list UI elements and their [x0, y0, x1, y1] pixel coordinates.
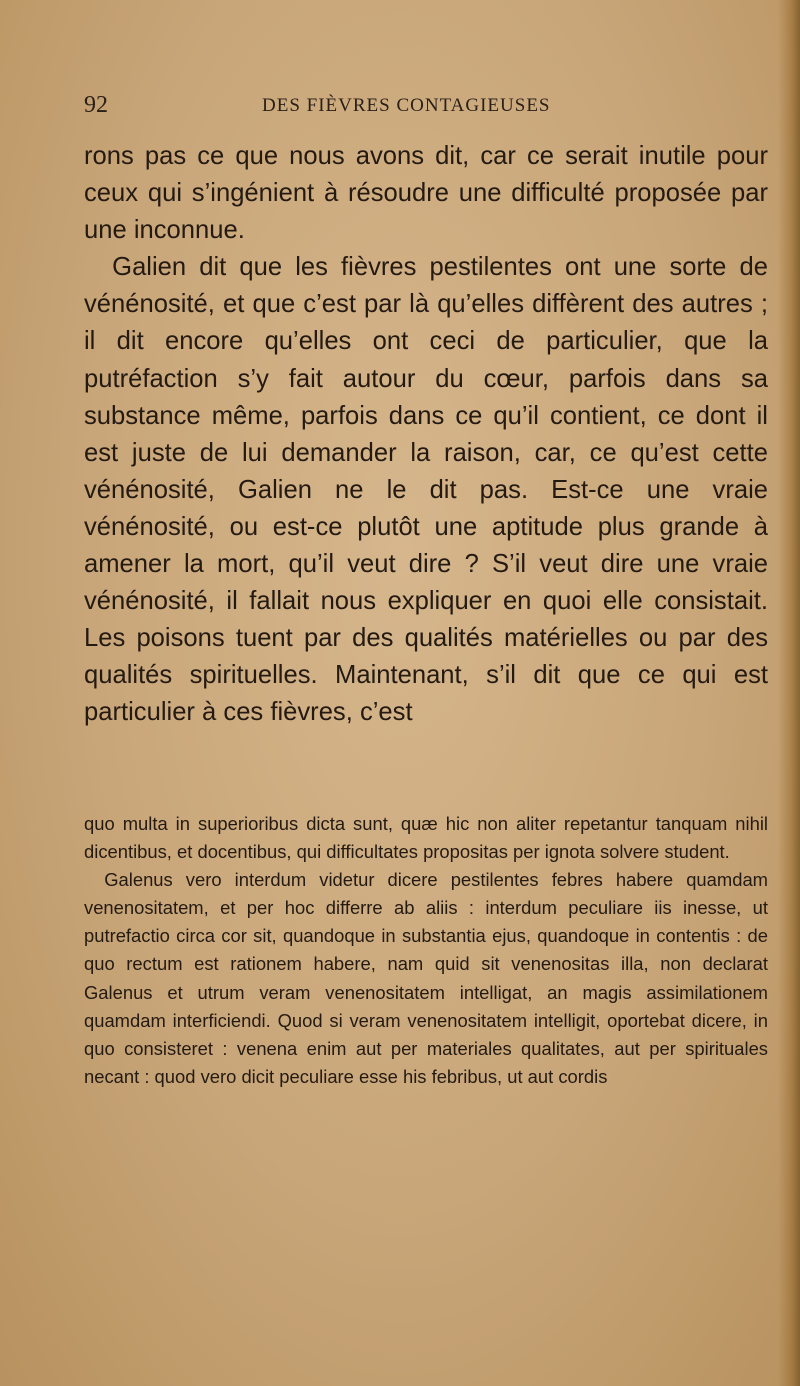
latin-paragraph-2: Galenus vero interdum videtur dicere pestilentes febres habere quamdam venenositatem, et per hoc differre ab aliis : interdum peculiare iis inesse, ut putrefactio circa cor sit, quandoque in substantia ejus, quandoque in contentis : de quo rectum est rationem habere, nam quid sit venenositas illa, non declarat Galenus et utrum veram venenositatem intelligat, an magis assimilationem quamdam interficiendi. Quod si veram venenositatem intelligit, oportebat dicere, in quo consisteret : venena enim aut per materiales qualitates, aut per spirituales necant : quod vero dicit peculiare esse his febribus, ut aut cordis	[84, 869, 768, 1087]
french-text-block	[84, 138, 768, 732]
page-number: 92	[84, 92, 108, 118]
page-header	[84, 92, 764, 122]
latin-text-block	[84, 810, 768, 1091]
french-paragraph-1: rons pas ce que nous avons dit, car ce serait inutile pour ceux qui s’ingénient à résoudre une difficulté proposée par une inconnue.	[84, 142, 768, 245]
latin-paragraph-1: quo multa in superioribus dicta sunt, quæ hic non aliter repetantur tanquam nihil dicentibus, et docentibus, qui difficultates propositas per ignota solvere student.	[84, 813, 768, 863]
page-edge-shadow	[778, 0, 800, 1386]
running-head: DES FIÈVRES CONTAGIEUSES	[262, 95, 551, 116]
french-paragraph-2: Galien dit que les fièvres pestilentes ont une sorte de vénénosité, et que c’est par là qu’elles diffèrent des autres ; il dit encore qu’elles ont ceci de particulier, que la putréfaction s’y fait autour du cœur, parfois dans sa substance même, parfois dans ce qu’il contient, ce dont il est juste de lui demander la raison, car, ce qu’est cette vénénosité, Galien ne le dit pas. Est-ce une vraie vénénosité, ou est-ce plutôt une aptitude plus grande à amener la mort, qu’il veut dire ? S’il veut dire une vraie vénénosité, il fallait nous expliquer en quoi elle consistait. Les poisons tuent par des qualités matérielles ou par des qualités spirituelles. Maintenant, s’il dit que ce qui est particulier à ces fièvres, c’est	[84, 253, 768, 727]
